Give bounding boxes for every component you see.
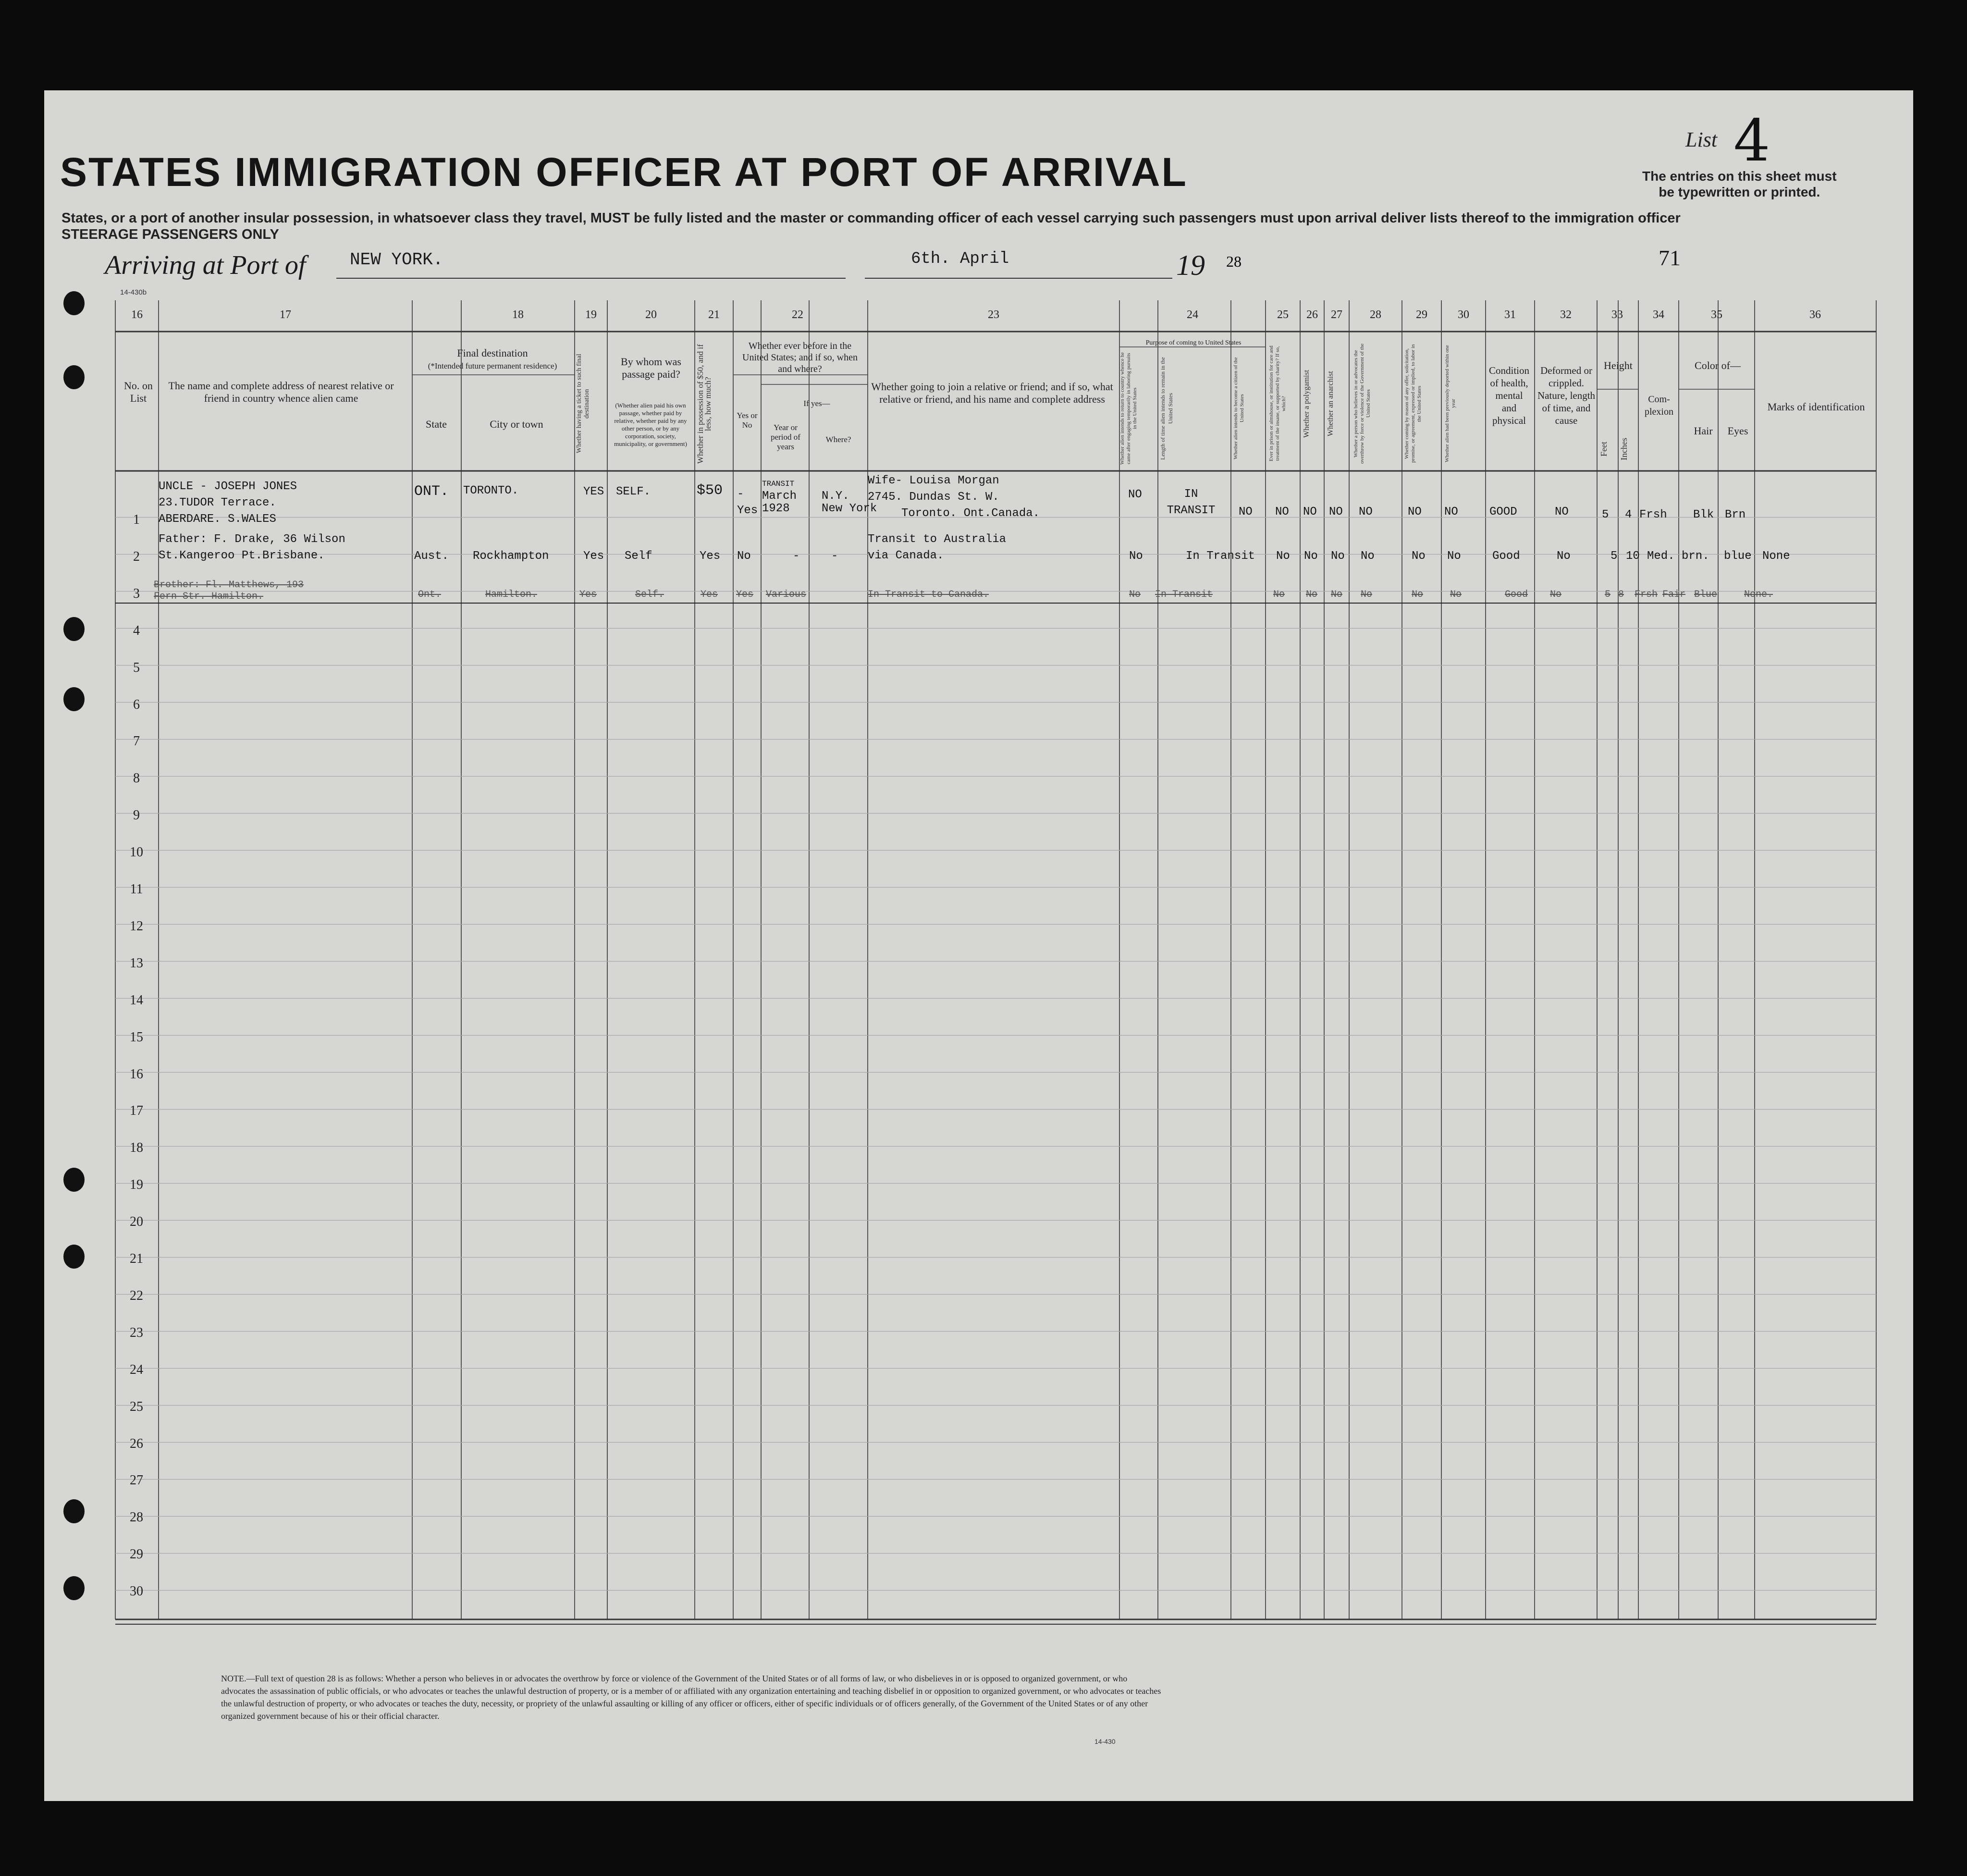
cell-line: Toronto. Ont.Canada.: [901, 507, 1040, 520]
column-number: 29: [1416, 309, 1427, 321]
cell-line: 2745. Dundas St. W.: [868, 491, 999, 504]
polygamist-cell: No: [1306, 589, 1318, 600]
header-prison: Ever in prison or almshouse, or institution for care and treatment of the insane, or supported by charity? If so, which?: [1268, 346, 1287, 462]
been-before-where-cell: -: [831, 550, 838, 563]
header-city: City or town: [490, 418, 543, 430]
deformed-cell: NO: [1555, 506, 1569, 518]
feet-cell: 5: [1610, 550, 1618, 563]
been-before-yesno-cell: Yes: [736, 589, 754, 600]
been-before-yesno-cell: [737, 486, 758, 519]
column-number: 32: [1560, 309, 1572, 321]
year-prefix: 19: [1176, 249, 1205, 281]
row-number: 17: [130, 1103, 143, 1119]
length-stay-cell: In Transit: [1186, 550, 1255, 563]
row-number: 26: [130, 1436, 143, 1451]
relative-line: 23.TUDOR Terrace.: [159, 496, 276, 509]
row-number: 9: [133, 808, 140, 823]
health-cell: GOOD: [1489, 506, 1517, 518]
port-value: NEW YORK.: [350, 250, 443, 270]
header-been-before: Whether ever before in the United States; and if so, when and where?: [742, 341, 858, 374]
header-inches: Inches: [1619, 438, 1629, 461]
overthrow-cell: No: [1361, 589, 1373, 600]
header-ticket: Whether having a ticket to such final destination: [576, 354, 590, 454]
prison-cell: No: [1276, 550, 1290, 563]
column-number: 23: [988, 309, 999, 321]
list-number: 4: [1733, 108, 1770, 174]
header-offer: Whether coming by reason of any offer, solicitation, promise, or agreement, expressed or implied, to labor in the United States: [1404, 344, 1422, 463]
relative-line: Fern Str. Hamilton.: [154, 591, 264, 602]
header-been-before-years: Year or period of years: [771, 423, 800, 451]
city-cell: Hamilton.: [485, 589, 538, 600]
deported-cell: NO: [1444, 506, 1458, 518]
join-relative-cell: [868, 531, 1006, 564]
column-number: 31: [1504, 309, 1516, 321]
row-number: 5: [133, 660, 140, 675]
header-feet: Feet: [1599, 442, 1609, 457]
year-suffix: 28: [1226, 253, 1242, 270]
return-intent-cell: No: [1129, 589, 1141, 600]
row-number: 21: [130, 1251, 143, 1266]
header-overthrow: Whether a person who believes in or advocates the overthrow by force or violence of the Government of the United States: [1353, 343, 1371, 464]
prison-cell: NO: [1275, 506, 1289, 518]
polygamist-cell: NO: [1303, 506, 1317, 518]
overthrow-cell: No: [1361, 550, 1375, 563]
cell-line: Wife- Louisa Morgan: [868, 474, 999, 487]
offer-cell: NO: [1408, 506, 1422, 518]
header-no-on-list: No. on List: [124, 380, 153, 404]
date-value: 6th. April: [911, 250, 1009, 268]
header-passage-paid-note: (Whether alien paid his own passage, whether paid by relative, whether paid by any other person, or by any corporation, society, municipality, or government): [614, 402, 687, 447]
polygamist-cell: No: [1304, 550, 1318, 563]
length-stay-cell: [1155, 486, 1227, 519]
entries-note-line: be typewritten or printed.: [1659, 185, 1820, 199]
cell-line: TRANSIT: [1167, 504, 1216, 517]
return-intent-cell: No: [1129, 550, 1143, 563]
header-height: Height: [1604, 359, 1633, 371]
header-money: Whether in possession of $50, and if less, how much?: [696, 344, 713, 464]
complexion-cell: Frsh: [1639, 508, 1667, 521]
column-number: 18: [512, 309, 524, 321]
paid-by-cell: Self.: [635, 589, 664, 600]
anarchist-cell: NO: [1329, 506, 1343, 518]
header-citizen: Whether alien intends to become a citizen of the United States: [1233, 357, 1245, 460]
hair-cell: brn.: [1682, 550, 1709, 563]
cell-line: TRANSIT: [762, 480, 795, 488]
column-number: 35: [1711, 309, 1722, 321]
been-before-years-cell: Various: [766, 589, 807, 600]
complexion-cell: Frsh: [1635, 589, 1658, 600]
entries-note-line: The entries on this sheet must: [1642, 169, 1837, 184]
relative-address: [159, 479, 297, 528]
row-number: 6: [133, 697, 140, 712]
header-health: Condition of health, mental and physical: [1488, 365, 1529, 426]
row-number: 23: [130, 1325, 143, 1340]
row-number: 14: [130, 992, 143, 1008]
paid-by-cell: Self: [625, 550, 652, 563]
cell-line: N.Y.: [822, 490, 849, 503]
inches-cell: 10: [1626, 550, 1640, 563]
inches-cell: 4: [1625, 508, 1632, 521]
city-cell: TORONTO.: [463, 484, 519, 497]
anarchist-cell: No: [1331, 550, 1345, 563]
citizen-cell: NO: [1239, 506, 1253, 518]
header-color-of: Color of—: [1695, 359, 1741, 371]
return-intent-cell: NO: [1128, 488, 1142, 501]
header-been-before-ifyes: If yes—: [803, 399, 830, 408]
header-final-destination-note: (*Intended future permanent residence): [428, 361, 557, 370]
join-relative-cell: In Transit to Canada.: [868, 589, 989, 600]
column-number: 22: [792, 309, 803, 321]
row-number: 7: [133, 734, 140, 749]
header-final-destination: Final destination: [457, 347, 528, 359]
header-been-before-where: Where?: [825, 435, 851, 444]
row-number: 30: [130, 1584, 143, 1599]
column-number: 19: [585, 309, 597, 321]
header-eyes: Eyes: [1727, 425, 1748, 437]
row-number: 16: [130, 1066, 143, 1082]
health-cell: Good: [1505, 589, 1528, 600]
row-number: 1: [133, 512, 140, 527]
column-number: 21: [708, 309, 720, 321]
passenger-class-label: STEERAGE PASSENGERS ONLY: [61, 227, 279, 242]
header-marks: Marks of identification: [1767, 401, 1865, 413]
column-number: 36: [1809, 309, 1821, 321]
relative-line: UNCLE - JOSEPH JONES: [159, 480, 297, 493]
column-number: 25: [1277, 309, 1289, 321]
column-number: 26: [1306, 309, 1318, 321]
row-number: 24: [130, 1362, 143, 1377]
header-state: State: [426, 418, 447, 430]
header-purpose: Purpose of coming to United States: [1145, 339, 1242, 346]
cell-line: New York: [822, 502, 877, 515]
header-anarchist: Whether an anarchist: [1327, 371, 1335, 436]
inches-cell: 8: [1618, 589, 1624, 600]
row-number: 10: [130, 845, 143, 860]
state-cell: Ont.: [418, 589, 442, 600]
length-stay-cell: In Transit: [1155, 589, 1213, 600]
row-number: 19: [130, 1177, 143, 1193]
row-number: 28: [130, 1510, 143, 1525]
cell-line: Transit to Australia: [868, 533, 1007, 546]
column-number: 30: [1458, 309, 1469, 321]
cell-line: via Canada.: [868, 549, 944, 562]
sheet-number: 71: [1659, 246, 1681, 270]
column-number: 34: [1653, 309, 1664, 321]
hair-cell: Fair: [1662, 589, 1686, 600]
eyes-cell: Brn: [1725, 508, 1746, 521]
relative-line: Father: F. Drake, 36 Wilson: [159, 533, 345, 546]
money-cell: Yes: [701, 589, 718, 600]
cell-line: Yes: [737, 504, 758, 517]
eyes-cell: blue: [1724, 550, 1752, 563]
been-before-years-cell: -: [793, 550, 800, 563]
page-title: STATES IMMIGRATION OFFICER AT PORT OF ARRIVAL: [60, 149, 1188, 195]
relative-line: ABERDARE. S.WALES: [159, 513, 276, 526]
header-complexion: Com-plexion: [1645, 394, 1673, 417]
relative-address: [159, 531, 345, 564]
prison-cell: No: [1273, 589, 1285, 600]
health-cell: Good: [1492, 550, 1520, 563]
money-cell: Yes: [700, 550, 721, 563]
deformed-cell: No: [1550, 589, 1562, 600]
relative-line: St.Kangeroo Pt.Brisbane.: [159, 549, 325, 562]
offer-cell: No: [1412, 550, 1426, 563]
row-number: 25: [130, 1399, 143, 1414]
offer-cell: No: [1412, 589, 1424, 600]
column-number: 20: [645, 309, 657, 321]
anarchist-cell: No: [1331, 589, 1343, 600]
ticket-cell: Yes: [583, 550, 604, 563]
relative-address: [154, 580, 304, 603]
deported-cell: No: [1450, 589, 1462, 600]
header-deported: Whether alien had been previously deported within one year: [1444, 345, 1456, 463]
arriving-label: Arriving at Port of: [105, 250, 306, 280]
footnote-form-code: 14-430: [1094, 1738, 1116, 1745]
header-deformed: Deformed or crippled. Nature, length of time, and cause: [1537, 365, 1596, 426]
column-number: 24: [1187, 309, 1198, 321]
column-number: 33: [1611, 309, 1623, 321]
cell-line: -: [737, 488, 744, 501]
column-number: 28: [1370, 309, 1381, 321]
header-join-relative: Whether going to join a relative or friend; and if so, what relative or friend, and his name and complete address: [871, 381, 1113, 405]
list-label: List: [1685, 128, 1718, 151]
row-number: 11: [130, 882, 143, 897]
row-number: 29: [130, 1547, 143, 1562]
header-passage-paid: By whom was passage paid?: [621, 356, 681, 380]
feet-cell: 5: [1602, 508, 1609, 521]
header-relative: The name and complete address of nearest relative or friend in country whence alien came: [168, 380, 394, 404]
money-cell: $50: [697, 482, 723, 499]
header-polygamist: Whether a polygamist: [1303, 370, 1311, 438]
deformed-cell: No: [1557, 550, 1571, 563]
row-number: 18: [130, 1140, 143, 1156]
complexion-cell: Med.: [1647, 550, 1675, 563]
ticket-cell: YES: [583, 485, 604, 498]
cell-line: 1928: [762, 502, 790, 515]
deported-cell: No: [1447, 550, 1461, 563]
marks-cell: None: [1762, 550, 1790, 563]
column-number: 16: [131, 309, 143, 321]
row-number: 4: [133, 623, 140, 638]
row-number: 20: [130, 1214, 143, 1230]
instructions-line: States, or a port of another insular possession, in whatsoever class they travel, MUST be fully listed and the master or commanding officer of each vessel carrying such passengers must upon arrival deliver lists thereof to the immigration officer: [61, 210, 1681, 226]
row-number: 3: [133, 586, 140, 601]
overthrow-cell: NO: [1359, 506, 1373, 518]
paid-by-cell: SELF.: [616, 485, 651, 498]
header-length-stay: Length of time alien intends to remain in the United States: [1159, 357, 1174, 460]
column-number: 17: [280, 309, 291, 321]
cell-line: IN: [1184, 488, 1198, 501]
row-number: 27: [130, 1473, 143, 1488]
row-number: 12: [130, 918, 143, 934]
hair-cell: Blk: [1693, 508, 1714, 521]
header-return-intent: Whether alien intends to return to country whence he came after engaging temporarily in laboring pursuits in the United States: [1119, 352, 1138, 465]
row-number: 13: [130, 955, 143, 971]
been-before-years-cell: [762, 478, 797, 515]
row-number: 2: [133, 549, 140, 564]
state-cell: Aust.: [414, 550, 449, 563]
city-cell: Rockhampton: [473, 550, 549, 563]
footnote: NOTE.—Full text of question 28 is as follows: Whether a person who believes in or advocates the overthrow by force or violence of the Government of the United States or of all forms of law, or who disbelieves in or is opposed to organized government, or who advocates the assassination of public officials, or who advocates or teaches the unlawful destruction of property, or is a member of or affiliated with any organization entertaining and teaching disbelief in or opposition to organized government, or who advocates or teaches the unlawful destruction of property, or who advocates or teaches the duty, necessity, or propriety of the unlawful assaulting or killing of any officer or officers, either of specific individuals or of officers generally, of the Government of the United States or of any other organized government because of his or their official character.: [221, 1674, 1161, 1721]
state-cell: ONT.: [414, 483, 449, 500]
header-hair: Hair: [1694, 425, 1713, 437]
row-number: 22: [130, 1288, 143, 1303]
feet-cell: 5: [1605, 589, 1611, 600]
form-code: 14-430b: [120, 288, 147, 296]
header-been-before-yesno: Yes or No: [737, 411, 758, 430]
cell-line: March: [762, 490, 797, 503]
column-number: 27: [1331, 309, 1342, 321]
join-relative-cell: [868, 473, 1040, 522]
eyes-cell: Blue: [1694, 589, 1718, 600]
marks-cell: None.: [1744, 589, 1773, 600]
row-number: 8: [133, 771, 140, 786]
been-before-yesno-cell: No: [737, 550, 751, 563]
row-number: 15: [130, 1029, 143, 1045]
ticket-cell: Yes: [579, 589, 597, 600]
relative-line: Brother: Fl. Matthews, 193: [154, 580, 304, 591]
